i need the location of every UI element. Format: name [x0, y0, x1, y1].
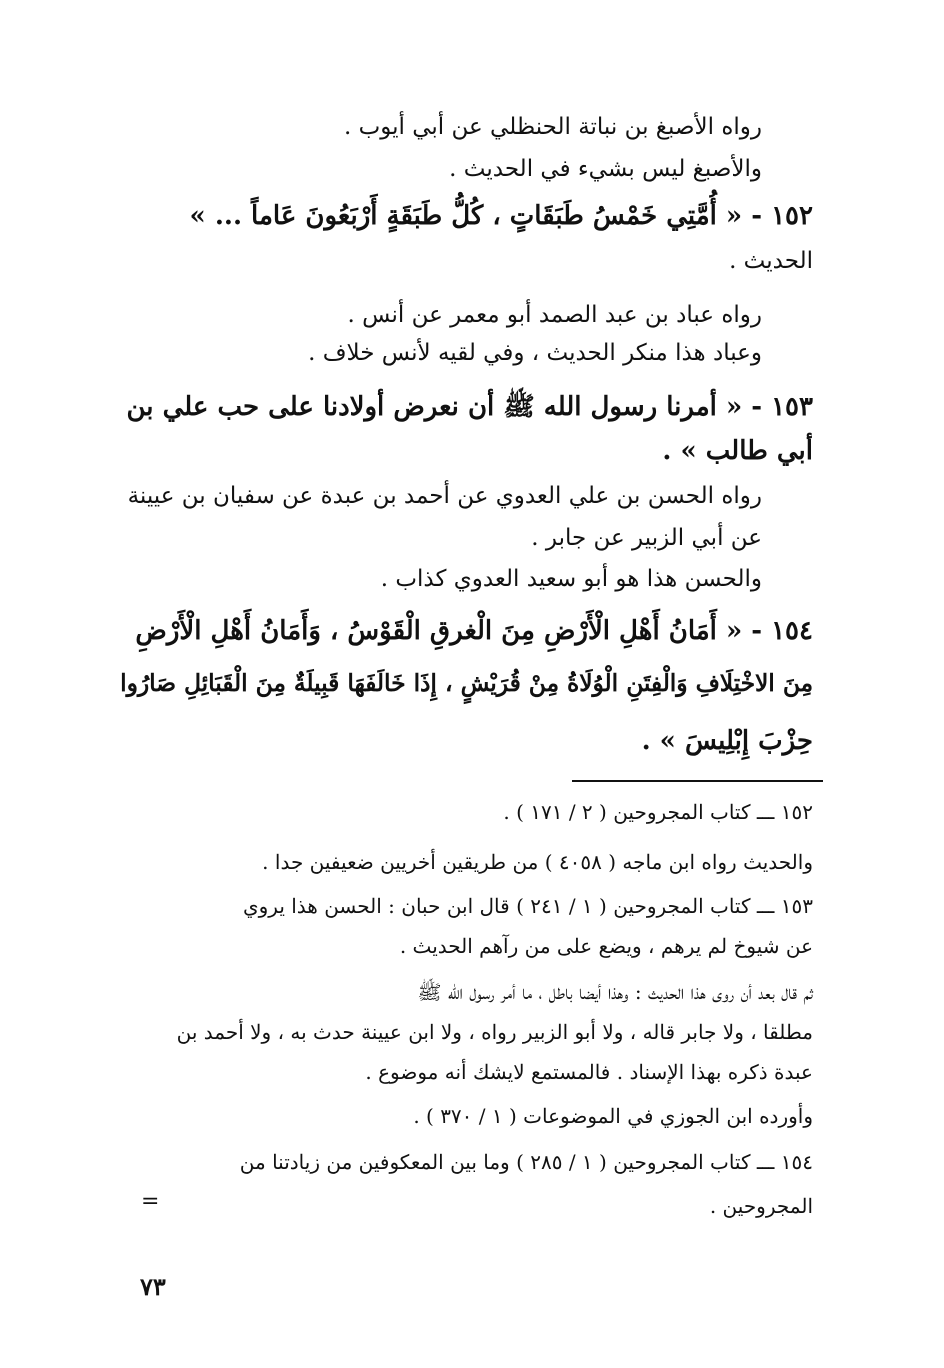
hadith-heading-154: ١٥٤ - « أَمَانُ أَهْلِ الْأَرْضِ مِنَ الْغرقِ الْقَوْسُ ، وَأَمَانُ أَهْلِ الْأَرْضِ — [135, 616, 813, 646]
text-line: وعباد هذا منكر الحديث ، وفي لقيه لأنس خلاف . — [308, 340, 762, 366]
text-line: والأصبغ ليس بشيء في الحديث . — [449, 156, 762, 182]
text-line: رواه الأصبغ بن نباتة الحنظلي عن أبي أيوب . — [343, 114, 762, 140]
hadith-heading-154-cont: حِزْبَ إِبْلِيسَ » . — [641, 726, 813, 756]
footnote-line: عن شيوخ لم يرهم ، ويضع على من رآهم الحديث . — [399, 934, 813, 958]
continuation-mark: = — [141, 1189, 160, 1214]
footnote-line: المجروحين . — [709, 1194, 813, 1218]
footnote-line: مطلقا ، ولا جابر قاله ، ولا أبو الزبير رواه ، ولا ابن عيينة حدث به ، ولا أحمد بن — [176, 1020, 813, 1044]
footnote-line: ١٥٢ ـــ كتاب المجروحين ( ٢ / ١٧١ ) . — [503, 800, 813, 824]
text-line: الحديث . — [729, 248, 813, 274]
footnote-separator — [572, 780, 823, 782]
text-line: عن أبي الزبير عن جابر . — [531, 525, 762, 551]
text-line: والحسن هذا هو أبو سعيد العدوي كذاب . — [380, 566, 762, 592]
hadith-heading-153: ١٥٣ - « أمرنا رسول الله ﷺ أن نعرض أولادنا على حب علي بن — [126, 392, 813, 422]
hadith-heading-154-cont: مِنَ الاخْتِلَافِ وَالْفِتَنِ الْوُلَاةُ مِنْ قُرَيْشٍ ، إِذَا خَالَفَهَا قَبِيلَةٌ مِنَ الْقَبَائِلِ صَارُوا — [120, 670, 813, 697]
footnote-line: وأورده ابن الجوزي في الموضوعات ( ١ / ٣٧٠ ) . — [413, 1104, 813, 1128]
footnote-line: عبدة ذكره بهذا الإسناد . فالمستمع لايشك أنه موضوع . — [365, 1060, 813, 1084]
footnote-line: والحديث رواه ابن ماجه ( ٤٠٥٨ ) من طريقين أخريين ضعيفين جدا . — [262, 850, 813, 874]
text-line: رواه الحسن بن علي العدوي عن أحمد بن عبدة عن سفيان بن عيينة — [127, 483, 762, 509]
text-line: رواه عباد بن عبد الصمد أبو معمر عن أنس . — [347, 302, 762, 328]
page-number: ٧٣ — [140, 1272, 166, 1301]
footnote-line: ثم قال بعد أن روى هذا الحديث : وهذا أيضا باطل ، ما أمر رسول الله ﷺ — [417, 980, 813, 1004]
hadith-heading-152: ١٥٢ - « أُمَّتِي خَمْسُ طَبَقَاتٍ ، كُلُّ طَبَقَةٍ أَرْبَعُونَ عَاماً ... » — [189, 201, 813, 231]
hadith-heading-153-cont: أبي طالب » . — [662, 436, 813, 466]
footnote-line: ١٥٤ ـــ كتاب المجروحين ( ١ / ٢٨٥ ) وما بين المعكوفين من زيادتنا من — [239, 1150, 813, 1174]
footnote-line: ١٥٣ ـــ كتاب المجروحين ( ١ / ٢٤١ ) قال ابن حبان : الحسن هذا يروي — [242, 894, 813, 918]
